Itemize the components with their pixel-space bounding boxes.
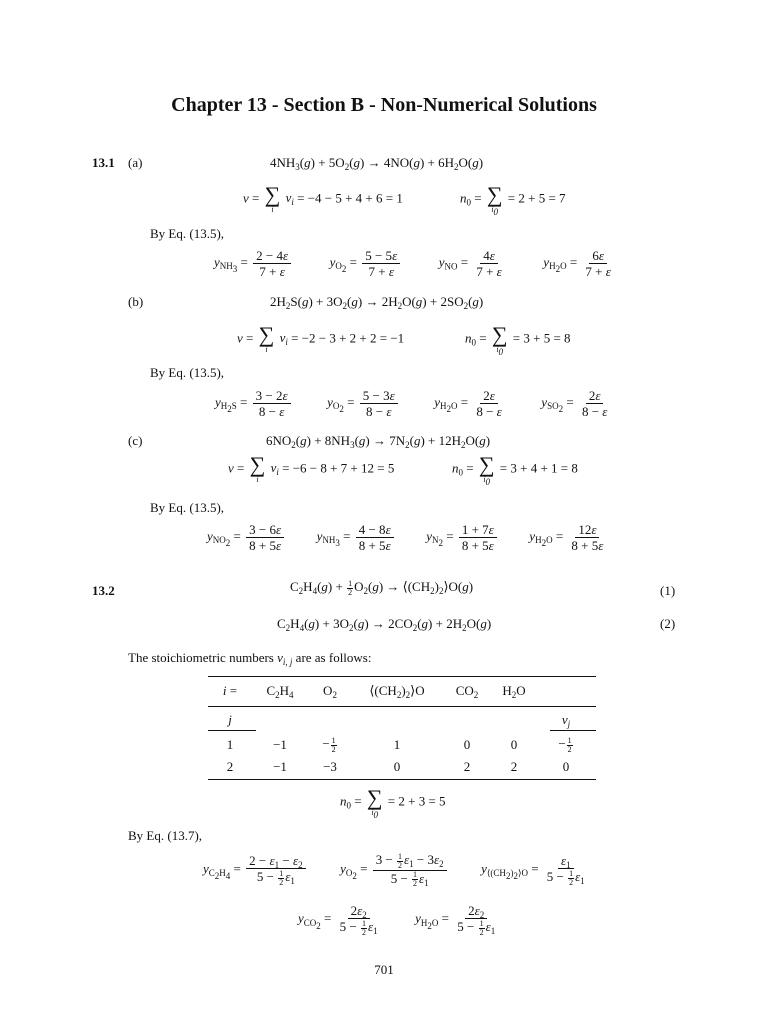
part-b-label: (b) bbox=[128, 294, 144, 309]
n0-sum-c: = 3 + 4 + 1 = 8 bbox=[496, 460, 578, 476]
nu-equation-b: ν = ∑ i $\nu_i = -2 - 3 + 2 + 2 = -1$ bbox=[237, 322, 405, 354]
nu-sum-b: = −2 − 3 + 2 + 2 = −1 bbox=[287, 330, 405, 346]
cell-1-oxide: 1 bbox=[393, 737, 401, 752]
cell-1-o2: − $\frac{1}{2}$ bbox=[322, 735, 336, 754]
header-o2: $O_2$ bbox=[323, 683, 337, 700]
header-c2h4: $C_2H_4$ bbox=[266, 683, 294, 700]
row-index-1: 1 bbox=[226, 737, 234, 752]
header-h2o: $H_2O$ bbox=[502, 683, 526, 700]
cell-2-h2o: 2 bbox=[510, 759, 518, 774]
nu-sum-c: = −6 − 8 + 7 + 12 = 5 bbox=[278, 460, 395, 476]
by-eq-13-5-c: By Eq. (13.5), bbox=[150, 500, 225, 515]
mole-fractions-13-2-row1: $y_{C_2H_4}$ = $2 - \varepsilon_1 - \varepsilon_2$ 5 − $\frac{1}{2}$ $\varepsilon_1$ $y_{O_2}$ = 3 − $\frac{1}{2}$ $\varepsilon_1 - 3\varepsilon_2$ 5 − $\frac{1}{2}$ $\varepsilon_1$ $y_{⟨(CH_2)_2⟩O}$ = $\varepsilon_1$ 5 − $\frac{1}{2}$ $\varepsilon_1$ bbox=[203, 851, 585, 889]
n0-equation-c: $n_0$ = ∑ $i_0$ = 3 + 4 + 1 = 8 bbox=[452, 452, 578, 487]
cell-1-c2h4: −1 bbox=[273, 737, 287, 752]
header-j: j bbox=[228, 712, 232, 727]
stoich-intro-end: are as follows: bbox=[292, 650, 372, 665]
reaction-a: $4NH_3(g) + 5O_2(g) \to 4NO(g) + 6H_2O(g)$ bbox=[270, 155, 484, 172]
by-eq-13-7: By Eq. (13.7), bbox=[128, 828, 203, 843]
by-eq-13-5-a: By Eq. (13.5), bbox=[150, 226, 225, 241]
n0-sum-a: = 2 + 5 = 7 bbox=[504, 190, 566, 206]
reaction-1: $C_2H_4(g)$ + $\frac{1}{2}$ $O_2(g)$ → $⟨(CH_2)_2⟩O(g)$ bbox=[290, 578, 474, 597]
cell-2-nu: 0 bbox=[562, 759, 570, 774]
header-nu-j: $\nu_j$ bbox=[561, 712, 571, 729]
page-number: 701 bbox=[374, 962, 394, 977]
table-bottom-rule bbox=[208, 779, 596, 780]
cell-1-h2o: 0 bbox=[510, 737, 518, 752]
problem-number-13-1: 13.1 bbox=[92, 155, 115, 170]
stoich-intro: The stoichiometric numbers $\nu_{i, j}$ are as follows: bbox=[128, 650, 372, 667]
nu-equation-a: ν = ∑ i $\nu_i = -4 - 5 + 4 + 6 = 1$ bbox=[243, 182, 403, 214]
equation-number-2: (2) bbox=[660, 616, 676, 631]
header-oxide: $⟨(CH_2)_2⟩O$ bbox=[369, 683, 425, 700]
n0-sum-13-2: = 2 + 3 = 5 bbox=[384, 793, 446, 809]
mole-fractions-c: $y_{NO_2}$ = $\frac{3 - 6\varepsilon}{8 + 5\varepsilon}$ $y_{NH_3}$ = $\frac{4 - 8\varepsilon}{8 + 5\varepsilon}$ $y_{N_2}$ = $\frac{1 + 7\varepsilon}{8 + 5\varepsilon}$ $y_{H_2O}$ = $\frac{12\varepsilon}{8 + 5\varepsilon}$ bbox=[207, 522, 604, 553]
mole-fractions-a: $y_{NH_3}$ = $\frac{2 - 4\varepsilon}{7 + \varepsilon}$ $y_{O_2}$ = $\frac{5 - 5\varepsilon}{7 + \varepsilon}$ $y_{NO}$ = $\frac{4\varepsilon}{7 + \varepsilon}$ $y_{H_2O}$ = $\frac{6\varepsilon}{7 + \varepsilon}$ bbox=[214, 248, 611, 279]
cell-2-co2: 2 bbox=[463, 759, 471, 774]
header-i: i = bbox=[222, 683, 238, 698]
cell-2-o2: −3 bbox=[323, 759, 337, 774]
cell-2-c2h4: −1 bbox=[273, 759, 287, 774]
part-c-label: (c) bbox=[128, 433, 143, 448]
nu-equation-c: ν = ∑ i $\nu_i = -6 - 8 + 7 + 12 = 5$ bbox=[228, 452, 395, 484]
mole-fractions-b: $y_{H_2S}$ = $\frac{3 - 2\varepsilon}{8 - \varepsilon}$ $y_{O_2}$ = $\frac{5 - 3\varepsilon}{8 - \varepsilon}$ $y_{H_2O}$ = $\frac{2\varepsilon}{8 - \varepsilon}$ $y_{SO_2}$ = $\frac{2\varepsilon}{8 - \varepsilon}$ bbox=[215, 388, 608, 419]
table-header-rule bbox=[208, 706, 596, 707]
reaction-b: $2H_2S(g) + 3O_2(g) \to 2H_2O(g) + 2SO_2(g)$ bbox=[270, 294, 484, 311]
part-a-label: (a) bbox=[128, 155, 143, 170]
page-title: Chapter 13 - Section B - Non-Numerical Solutions bbox=[171, 94, 597, 116]
stoich-intro-text: The stoichiometric numbers bbox=[128, 650, 278, 665]
nu-sum-a: = −4 − 5 + 4 + 6 = 1 bbox=[293, 190, 403, 206]
equation-number-1: (1) bbox=[660, 583, 676, 598]
reaction-c: $6NO_2(g) + 8NH_3(g) \to 7N_2(g) + 12H_2O(g)$ bbox=[266, 433, 491, 450]
n0-equation-a: $n_0$ = ∑ $i_0$ = 2 + 5 = 7 bbox=[460, 182, 566, 217]
cell-2-oxide: 0 bbox=[393, 759, 401, 774]
n0-sum-b: = 3 + 5 = 8 bbox=[509, 330, 571, 346]
mole-fractions-13-2-row2: $y_{CO_2}$ = $2\varepsilon_2$ 5 − $\frac{1}{2}$ $\varepsilon_1$ $y_{H_2O}$ = $2\varepsilon_2$ 5 − $\frac{1}{2}$ $\varepsilon_1$ bbox=[298, 903, 496, 937]
header-co2: $CO_2$ bbox=[455, 683, 479, 700]
reaction-2: $C_2H_4(g) + 3O_2(g) \to 2CO_2(g) + 2H_2O(g)$ bbox=[277, 616, 492, 633]
n0-equation-b: $n_0$ = ∑ $i_0$ = 3 + 5 = 8 bbox=[465, 322, 571, 357]
n0-equation-13-2: $n_0$ = ∑ $i_0$ = 2 + 3 = 5 bbox=[340, 785, 446, 820]
stoichiometric-table bbox=[208, 676, 596, 778]
table-nu-rule bbox=[550, 730, 596, 731]
row-index-2: 2 bbox=[226, 759, 234, 774]
by-eq-13-5-b: By Eq. (13.5), bbox=[150, 365, 225, 380]
cell-1-nu: − $\frac{1}{2}$ bbox=[558, 735, 572, 754]
cell-1-co2: 0 bbox=[463, 737, 471, 752]
table-j-rule bbox=[208, 730, 256, 731]
problem-number-13-2: 13.2 bbox=[92, 583, 115, 598]
